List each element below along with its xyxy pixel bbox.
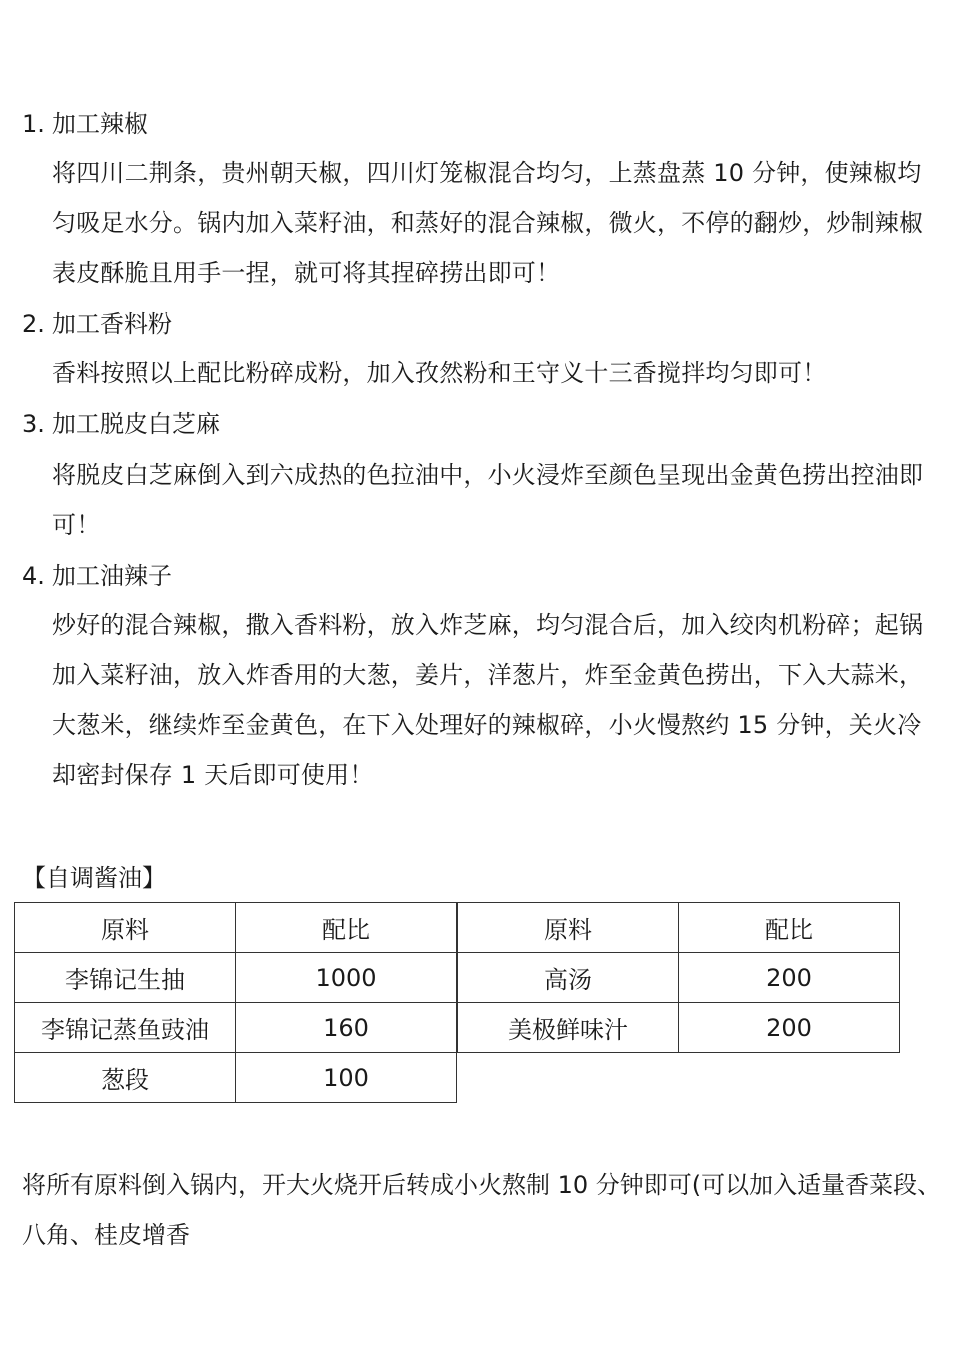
table-header-cell: 原料 (15, 903, 236, 953)
step-3-heading (22, 408, 220, 440)
table-cell-ingredient: 李锦记生抽 (15, 953, 236, 1003)
table-row (15, 1053, 457, 1103)
table-cell-ratio: 200 (679, 1003, 900, 1053)
sauce-instructions: 将所有原料倒入锅内，开大火烧开后转成小火熬制 10 分钟即可(可以加入适量香菜段、八角、桂皮增香 (22, 1171, 942, 1249)
table-row (458, 1003, 900, 1053)
table-header-row (15, 903, 457, 953)
step-2-heading (22, 308, 172, 340)
step-4-heading (22, 560, 172, 592)
sauce-section-title: 【自调酱油】 (22, 864, 166, 892)
table-cell-ingredient: 高汤 (458, 953, 679, 1003)
step-2-title: 加工香料粉 (52, 310, 172, 338)
sauce-table-left (14, 902, 457, 1103)
step-2-number: 2. (22, 310, 45, 338)
table-row (15, 1003, 457, 1053)
step-1-title: 加工辣椒 (52, 110, 148, 138)
table-cell-ratio: 100 (236, 1053, 457, 1103)
step-4-number: 4. (22, 562, 45, 590)
table-cell-ratio: 160 (236, 1003, 457, 1053)
step-3-title: 加工脱皮白芝麻 (52, 410, 220, 438)
step-1-heading (22, 108, 148, 140)
table-header-cell: 原料 (458, 903, 679, 953)
table-cell-ingredient: 葱段 (15, 1053, 236, 1103)
table-header-row (458, 903, 900, 953)
table-header-cell: 配比 (236, 903, 457, 953)
step-3-body: 将脱皮白芝麻倒入到六成热的色拉油中，小火浸炸至颜色呈现出金黄色捞出控油即可！ (52, 461, 924, 539)
step-4-body: 炒好的混合辣椒，撒入香料粉，放入炸芝麻，均匀混合后，加入绞肉机粉碎；起锅加入菜籽油，放入炸香用的大葱，姜片，洋葱片，炸至金黄色捞出，下入大蒜米，大葱米，继续炸至金黄色，在下入处理好的辣椒碎，小火慢熬约 15 分钟，关火冷却密封保存 1 天后即可使用！ (52, 611, 924, 789)
table-cell-ingredient: 李锦记蒸鱼豉油 (15, 1003, 236, 1053)
table-cell-ingredient: 美极鲜味汁 (458, 1003, 679, 1053)
step-4-title: 加工油辣子 (52, 562, 172, 590)
table-row (15, 953, 457, 1003)
table-row (458, 953, 900, 1003)
table-cell-ratio: 1000 (236, 953, 457, 1003)
step-2-body: 香料按照以上配比粉碎成粉，加入孜然粉和王守义十三香搅拌均匀即可！ (52, 359, 827, 387)
step-3-number: 3. (22, 410, 45, 438)
sauce-table-right (457, 902, 900, 1053)
step-1-number: 1. (22, 110, 45, 138)
table-header-cell: 配比 (679, 903, 900, 953)
step-1-body: 将四川二荆条，贵州朝天椒，四川灯笼椒混合均匀，上蒸盘蒸 10 分钟，使辣椒均匀吸足水分。锅内加入菜籽油，和蒸好的混合辣椒，微火，不停的翻炒，炒制辣椒表皮酥脆且用手一捏，就可将其捏碎捞出即可！ (52, 159, 924, 287)
table-cell-ratio: 200 (679, 953, 900, 1003)
